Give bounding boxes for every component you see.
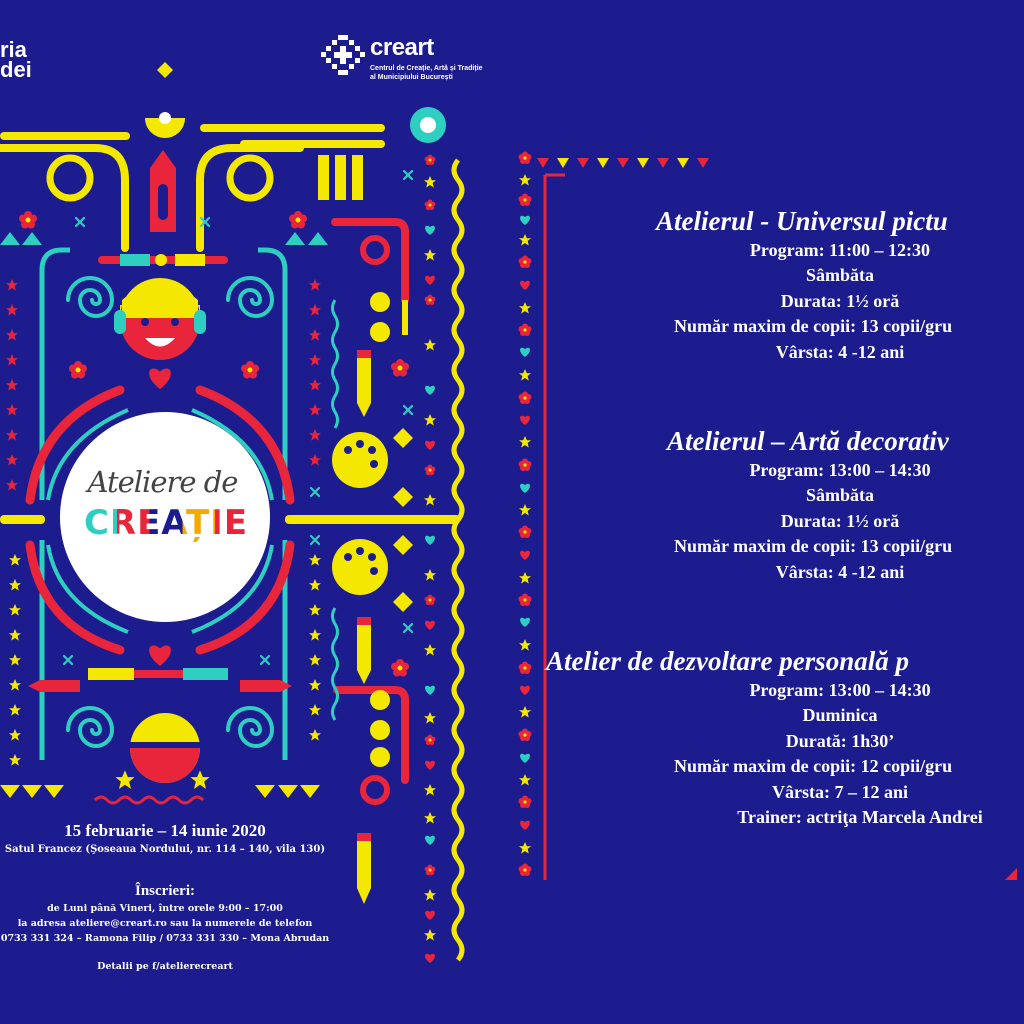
poster-title: Ateliere de: [87, 465, 238, 499]
program-line: Duminica: [802, 705, 878, 725]
program-line: Vârsta: 4 -12 ani: [775, 562, 905, 582]
program-line: Vârsta: 4 -12 ani: [775, 342, 905, 362]
program-line: Durata: 1½ oră: [780, 291, 900, 311]
program-line: Număr maxim de copii: 13 copii/gru: [674, 316, 953, 336]
program-line: Durata: 1½ oră: [780, 511, 900, 531]
program-title-3: Atelier de dezvoltare personală p: [546, 646, 909, 676]
program-line: Vârsta: 7 – 12 ani: [772, 782, 908, 802]
poster-title-big: [66, 503, 266, 543]
program-line: Sâmbăta: [805, 485, 874, 505]
poster-title-big-text: CREAȚIE: [83, 503, 249, 543]
program-line: Sâmbăta: [805, 265, 874, 285]
registration-line: la adresa ateliere@creart.ro sau la numerele de telefon: [17, 918, 313, 929]
event-venue: Satul Francez (Şoseaua Nordului, nr. 114 – 140, vila 130): [4, 844, 326, 855]
details-link: Detalii pe f/atelierecreart: [97, 961, 233, 972]
program-line: Durată: 1h30’: [785, 731, 895, 751]
program-line: Program: 13:00 – 14:30: [749, 460, 931, 480]
creart-name: creart: [370, 34, 434, 61]
program-line: Program: 13:00 – 14:30: [749, 680, 931, 700]
program-line: Program: 11:00 – 12:30: [749, 240, 931, 260]
registration-line: 0733 331 324 – Ramona Filip / 0733 331 330 – Mona Abrudan: [0, 933, 330, 944]
partner-logo-line1: ria: [0, 37, 27, 62]
creart-tagline: Centrul de Creație, Artă și Tradiție al Municipiului București: [370, 65, 483, 81]
program-line: Număr maxim de copii: 13 copii/gru: [674, 536, 953, 556]
registration-title: Înscrieri:: [135, 883, 195, 899]
program-line: Trainer: actriţa Marcela Andrei: [737, 807, 983, 827]
diamond-icon: [157, 62, 173, 78]
program-title-1: Atelierul - Universul pictu: [656, 206, 948, 236]
partner-logo-line2: dei: [0, 57, 32, 82]
registration-line: de Luni până Vineri, între orele 9:00 – 17:00: [47, 903, 283, 914]
program-line: Număr maxim de copii: 12 copii/gru: [674, 756, 953, 776]
event-dates: 15 februarie – 14 iunie 2020: [64, 821, 266, 840]
program-title-2: Atelierul – Artă decorativ: [667, 426, 949, 456]
